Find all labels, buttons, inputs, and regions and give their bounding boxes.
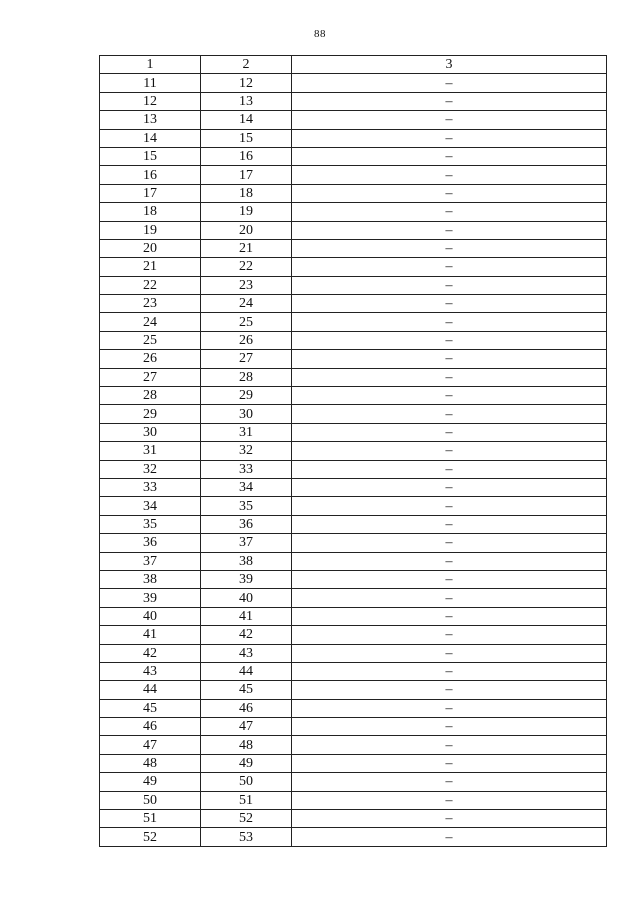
cell-col-2: 31 [201, 423, 292, 441]
cell-col-2: 13 [201, 92, 292, 110]
cell-col-1: 48 [100, 754, 201, 772]
cell-col-2: 23 [201, 276, 292, 294]
cell-col-2: 47 [201, 718, 292, 736]
cell-col-3: – [292, 478, 607, 496]
table-row [100, 368, 607, 386]
table-body [100, 56, 607, 847]
cell-col-1: 42 [100, 644, 201, 662]
cell-col-1: 25 [100, 331, 201, 349]
cell-col-1: 39 [100, 589, 201, 607]
table-row [100, 662, 607, 680]
table-row [100, 203, 607, 221]
cell-col-3: – [292, 699, 607, 717]
cell-col-2: 29 [201, 387, 292, 405]
table-row [100, 331, 607, 349]
table-row [100, 129, 607, 147]
cell-col-2: 15 [201, 129, 292, 147]
cell-col-2: 27 [201, 350, 292, 368]
cell-col-2: 16 [201, 147, 292, 165]
cell-col-3: – [292, 589, 607, 607]
table-row [100, 589, 607, 607]
cell-col-3: – [292, 681, 607, 699]
cell-col-2: 37 [201, 534, 292, 552]
table-row [100, 350, 607, 368]
cell-col-1: 47 [100, 736, 201, 754]
cell-col-1: 26 [100, 350, 201, 368]
cell-col-2: 41 [201, 607, 292, 625]
table-row [100, 239, 607, 257]
cell-col-3: – [292, 626, 607, 644]
data-table [99, 55, 607, 847]
table-row [100, 478, 607, 496]
cell-col-2: 39 [201, 570, 292, 588]
table-row [100, 111, 607, 129]
cell-col-1: 13 [100, 111, 201, 129]
cell-col-1: 21 [100, 258, 201, 276]
cell-col-1: 24 [100, 313, 201, 331]
cell-col-1: 51 [100, 810, 201, 828]
cell-col-3: – [292, 662, 607, 680]
cell-col-3: – [292, 754, 607, 772]
table-row [100, 313, 607, 331]
cell-col-1: 49 [100, 773, 201, 791]
cell-col-3: – [292, 405, 607, 423]
table-row [100, 736, 607, 754]
cell-col-2: 38 [201, 552, 292, 570]
cell-col-1: 46 [100, 718, 201, 736]
cell-col-3: – [292, 828, 607, 846]
cell-col-2: 22 [201, 258, 292, 276]
cell-col-3: – [292, 515, 607, 533]
cell-col-3: – [292, 607, 607, 625]
cell-col-3: – [292, 423, 607, 441]
cell-col-2: 14 [201, 111, 292, 129]
table-row [100, 644, 607, 662]
cell-col-1: 14 [100, 129, 201, 147]
cell-col-1: 34 [100, 497, 201, 515]
cell-col-2: 46 [201, 699, 292, 717]
cell-col-3: – [292, 239, 607, 257]
table-row [100, 552, 607, 570]
table-row [100, 718, 607, 736]
cell-col-2: 26 [201, 331, 292, 349]
table-row [100, 810, 607, 828]
cell-col-3: – [292, 258, 607, 276]
cell-col-1: 18 [100, 203, 201, 221]
table-row [100, 74, 607, 92]
table-header-row [100, 56, 607, 74]
cell-col-3: – [292, 460, 607, 478]
cell-col-2: 53 [201, 828, 292, 846]
cell-col-1: 43 [100, 662, 201, 680]
cell-col-1: 20 [100, 239, 201, 257]
cell-col-3: – [292, 129, 607, 147]
cell-col-1: 22 [100, 276, 201, 294]
cell-col-2: 18 [201, 184, 292, 202]
cell-col-2: 20 [201, 221, 292, 239]
cell-col-2: 42 [201, 626, 292, 644]
table-row [100, 276, 607, 294]
cell-col-1: 35 [100, 515, 201, 533]
cell-col-2: 52 [201, 810, 292, 828]
table-row [100, 791, 607, 809]
cell-col-3: – [292, 442, 607, 460]
table-row [100, 773, 607, 791]
table-row [100, 442, 607, 460]
cell-col-2: 35 [201, 497, 292, 515]
cell-col-3: – [292, 368, 607, 386]
column-header-2: 2 [201, 56, 292, 74]
page-number: 88 [314, 28, 326, 40]
table-row [100, 626, 607, 644]
cell-col-2: 12 [201, 74, 292, 92]
column-header-3: 3 [292, 56, 607, 74]
table-row [100, 754, 607, 772]
table-row [100, 295, 607, 313]
cell-col-3: – [292, 111, 607, 129]
table-row [100, 166, 607, 184]
cell-col-3: – [292, 810, 607, 828]
cell-col-1: 27 [100, 368, 201, 386]
cell-col-1: 17 [100, 184, 201, 202]
table-row [100, 460, 607, 478]
cell-col-2: 36 [201, 515, 292, 533]
cell-col-1: 38 [100, 570, 201, 588]
table-row [100, 570, 607, 588]
table-row [100, 497, 607, 515]
cell-col-3: – [292, 791, 607, 809]
table-row [100, 221, 607, 239]
cell-col-3: – [292, 718, 607, 736]
table-row [100, 387, 607, 405]
table-row [100, 147, 607, 165]
cell-col-3: – [292, 221, 607, 239]
cell-col-3: – [292, 184, 607, 202]
cell-col-2: 33 [201, 460, 292, 478]
cell-col-1: 11 [100, 74, 201, 92]
cell-col-3: – [292, 552, 607, 570]
cell-col-1: 32 [100, 460, 201, 478]
cell-col-3: – [292, 331, 607, 349]
cell-col-1: 28 [100, 387, 201, 405]
cell-col-2: 25 [201, 313, 292, 331]
cell-col-1: 15 [100, 147, 201, 165]
cell-col-2: 30 [201, 405, 292, 423]
cell-col-3: – [292, 644, 607, 662]
cell-col-3: – [292, 736, 607, 754]
table-row [100, 423, 607, 441]
table-row [100, 515, 607, 533]
cell-col-2: 50 [201, 773, 292, 791]
cell-col-3: – [292, 276, 607, 294]
cell-col-1: 30 [100, 423, 201, 441]
cell-col-1: 19 [100, 221, 201, 239]
table-row [100, 534, 607, 552]
cell-col-3: – [292, 92, 607, 110]
cell-col-1: 44 [100, 681, 201, 699]
cell-col-3: – [292, 295, 607, 313]
cell-col-2: 34 [201, 478, 292, 496]
cell-col-1: 16 [100, 166, 201, 184]
cell-col-2: 48 [201, 736, 292, 754]
cell-col-3: – [292, 387, 607, 405]
column-header-1: 1 [100, 56, 201, 74]
table-row [100, 681, 607, 699]
cell-col-1: 33 [100, 478, 201, 496]
cell-col-1: 31 [100, 442, 201, 460]
cell-col-3: – [292, 203, 607, 221]
cell-col-2: 19 [201, 203, 292, 221]
cell-col-3: – [292, 570, 607, 588]
cell-col-3: – [292, 534, 607, 552]
cell-col-3: – [292, 166, 607, 184]
cell-col-3: – [292, 147, 607, 165]
table-row [100, 607, 607, 625]
cell-col-2: 44 [201, 662, 292, 680]
table-row [100, 184, 607, 202]
table-row [100, 258, 607, 276]
cell-col-2: 21 [201, 239, 292, 257]
cell-col-2: 49 [201, 754, 292, 772]
cell-col-1: 23 [100, 295, 201, 313]
table-row [100, 405, 607, 423]
cell-col-3: – [292, 773, 607, 791]
cell-col-1: 52 [100, 828, 201, 846]
cell-col-2: 32 [201, 442, 292, 460]
cell-col-1: 45 [100, 699, 201, 717]
cell-col-1: 50 [100, 791, 201, 809]
cell-col-2: 45 [201, 681, 292, 699]
cell-col-1: 40 [100, 607, 201, 625]
cell-col-2: 24 [201, 295, 292, 313]
cell-col-3: – [292, 74, 607, 92]
cell-col-2: 51 [201, 791, 292, 809]
cell-col-1: 29 [100, 405, 201, 423]
cell-col-1: 36 [100, 534, 201, 552]
cell-col-1: 12 [100, 92, 201, 110]
table-row [100, 828, 607, 846]
cell-col-3: – [292, 497, 607, 515]
cell-col-1: 37 [100, 552, 201, 570]
cell-col-3: – [292, 313, 607, 331]
table-row [100, 92, 607, 110]
cell-col-2: 40 [201, 589, 292, 607]
cell-col-2: 28 [201, 368, 292, 386]
table-row [100, 699, 607, 717]
cell-col-2: 43 [201, 644, 292, 662]
cell-col-2: 17 [201, 166, 292, 184]
cell-col-1: 41 [100, 626, 201, 644]
cell-col-3: – [292, 350, 607, 368]
